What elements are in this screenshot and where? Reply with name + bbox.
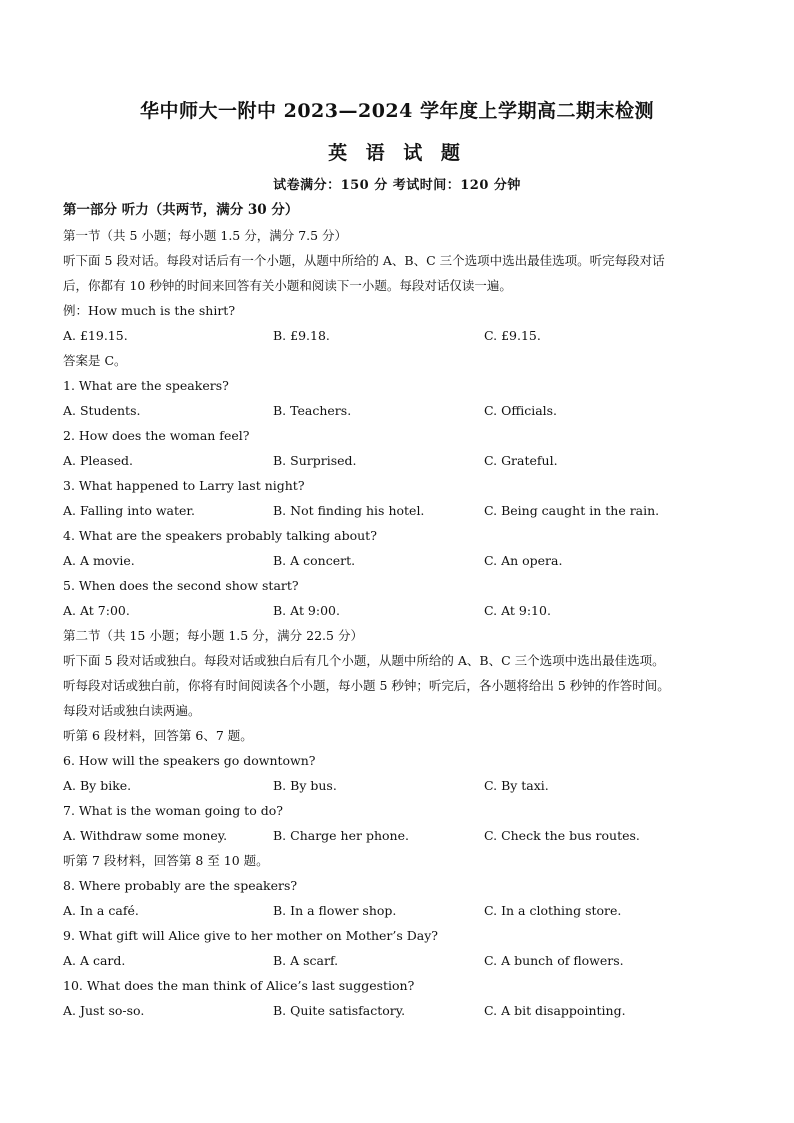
part1-heading: 第一部分 听力（共两节，满分 30 分） [63, 202, 299, 218]
question-options [63, 498, 743, 523]
question: 10. What does the man think of Alice’s last suggestion? [63, 978, 415, 993]
question: 7. What is the woman going to do? [63, 803, 283, 818]
option-c: C. An opera. [484, 553, 563, 568]
option-c: C. By taxi. [484, 778, 549, 793]
question-options [63, 548, 743, 573]
question-options [63, 823, 743, 848]
question-options [63, 773, 743, 798]
option-c: C. A bunch of flowers. [484, 953, 624, 968]
option-b: B. A scarf. [273, 953, 339, 968]
question-options [63, 398, 743, 423]
example-question: 例：How much is the shirt? [63, 303, 236, 318]
option-b: B. In a flower shop. [273, 903, 397, 918]
section1-instruction-line: 后，你都有 10 秒钟的时间来回答有关小题和阅读下一小题。每段对话仅读一遍。 [63, 278, 512, 293]
question-options [63, 948, 743, 973]
option-a: A. A card. [63, 953, 126, 968]
exam-body [63, 198, 743, 1023]
section2-instruction-line: 听每段对话或独白前，你将有时间阅读各个小题，每小题 5 秒钟；听完后，各小题将给出 5 秒钟的作答时间。 [63, 678, 670, 693]
option-a: A. At 7:00. [63, 603, 130, 618]
question: 5. When does the second show start? [63, 578, 299, 593]
section2-heading: 第二节（共 15 小题；每小题 1.5 分，满分 22.5 分） [63, 628, 363, 643]
section2-instruction-line: 每段对话或独白读两遍。 [63, 703, 201, 718]
option-b: B. £9.18. [273, 328, 330, 343]
option-a: A. Falling into water. [63, 503, 195, 518]
option-c: C. Check the bus routes. [484, 828, 640, 843]
option-a: A. Students. [63, 403, 141, 418]
question: 8. Where probably are the speakers? [63, 878, 298, 893]
option-a: A. In a café. [63, 903, 139, 918]
exam-title: 华中师大一附中 2023—2024 学年度上学期高二期末检测 [140, 100, 654, 122]
question-options [63, 448, 743, 473]
option-b: B. Not finding his hotel. [273, 503, 425, 518]
section2-instruction-line: 听下面 5 段对话或独白。每段对话或独白后有几个小题，从题中所给的 A、B、C 三个选项中选出最佳选项。 [63, 653, 665, 668]
question: 1. What are the speakers? [63, 378, 229, 393]
option-b: B. Teachers. [273, 403, 352, 418]
option-a: A. Just so-so. [63, 1003, 145, 1018]
option-c: C. Being caught in the rain. [484, 503, 660, 518]
question-options [63, 598, 743, 623]
option-a: A. Pleased. [63, 453, 134, 468]
option-a: A. Withdraw some money. [63, 828, 228, 843]
question-options [63, 898, 743, 923]
exam-subtitle: 英 语 试 题 [328, 142, 466, 164]
option-b: B. A concert. [273, 553, 356, 568]
example-answer: 答案是 C。 [63, 353, 127, 368]
option-b: B. Surprised. [273, 453, 357, 468]
option-b: B. By bus. [273, 778, 337, 793]
section1-heading: 第一节（共 5 小题；每小题 1.5 分，满分 7.5 分） [63, 228, 348, 243]
option-c: C. £9.15. [484, 328, 541, 343]
section1-instruction-line: 听下面 5 段对话。每段对话后有一个小题，从题中所给的 A、B、C 三个选项中选出最佳选项。听完每段对话 [63, 253, 665, 268]
question: 3. What happened to Larry last night? [63, 478, 305, 493]
example-options [63, 323, 743, 348]
option-a: A. A movie. [63, 553, 135, 568]
question: 6. How will the speakers go downtown? [63, 753, 316, 768]
option-a: A. By bike. [63, 778, 132, 793]
option-b: B. At 9:00. [273, 603, 340, 618]
question: 9. What gift will Alice give to her mother on Mother’s Day? [63, 928, 438, 943]
question: 4. What are the speakers probably talking about? [63, 528, 377, 543]
question-options [63, 998, 743, 1023]
option-c: C. A bit disappointing. [484, 1003, 626, 1018]
option-b: B. Quite satisfactory. [273, 1003, 406, 1018]
option-a: A. £19.15. [63, 328, 128, 343]
group-intro: 听第 7 段材料，回答第 8 至 10 题。 [63, 853, 269, 868]
option-c: C. Officials. [484, 403, 558, 418]
option-c: C. In a clothing store. [484, 903, 622, 918]
question: 2. How does the woman feel? [63, 428, 250, 443]
option-c: C. At 9:10. [484, 603, 551, 618]
exam-info: 试卷满分：150 分 考试时间：120 分钟 [273, 178, 521, 193]
option-b: B. Charge her phone. [273, 828, 409, 843]
group-intro: 听第 6 段材料，回答第 6、7 题。 [63, 728, 253, 743]
option-c: C. Grateful. [484, 453, 558, 468]
